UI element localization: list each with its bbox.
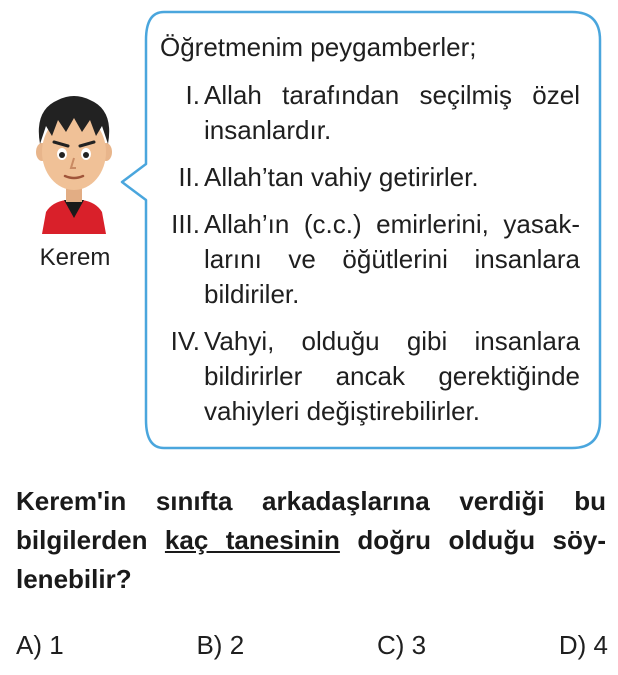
statement-4 <box>160 324 580 429</box>
statement-number: IV. <box>170 326 200 356</box>
speech-bubble-text <box>160 30 580 429</box>
statement-number: III. <box>171 209 200 239</box>
statement-2 <box>160 160 580 195</box>
question-emphasis: kaç tanesinin <box>164 525 340 555</box>
statement-text: Allah’ın (c.c.) emirlerini, yasak-larını ve öğütlerini insanlara bildiriler. <box>204 209 580 309</box>
statement-3 <box>160 207 580 312</box>
right-pupil <box>83 152 89 158</box>
option-c[interactable]: C) 3 <box>376 630 427 660</box>
speaker-name: Kerem <box>39 244 111 271</box>
left-pupil <box>59 152 65 158</box>
option-a[interactable]: A) 1 <box>16 630 64 660</box>
option-b[interactable]: B) 2 <box>196 630 245 660</box>
statement-text: Allah’tan vahiy getirirler. <box>204 162 479 192</box>
question-line-2-suffix: doğru olduğu söy- <box>339 525 606 555</box>
question-line-3: lenebilir? <box>16 564 132 594</box>
question-text <box>16 482 606 599</box>
bubble-intro: Öğretmenim peygamberler; <box>160 32 477 62</box>
option-d[interactable]: D) 4 <box>558 630 608 660</box>
question-line-2-prefix: bilgilerden <box>16 525 165 555</box>
statement-text: Allah tarafından seçilmiş özel insanlardır. <box>204 80 580 145</box>
question-line-2 <box>16 521 606 560</box>
statement-1 <box>160 78 580 148</box>
question-line-1: Kerem'in sınıfta arkadaşlarına verdiği bu <box>16 486 606 516</box>
statement-text: Vahyi, olduğu gibi insanlara bildirirler ancak gerektiğinde vahiyleri değiştirebilirler. <box>204 326 580 426</box>
answer-options <box>16 630 608 661</box>
kerem-avatar <box>28 92 120 234</box>
statement-number: I. <box>185 80 200 110</box>
statement-number: II. <box>178 162 200 192</box>
